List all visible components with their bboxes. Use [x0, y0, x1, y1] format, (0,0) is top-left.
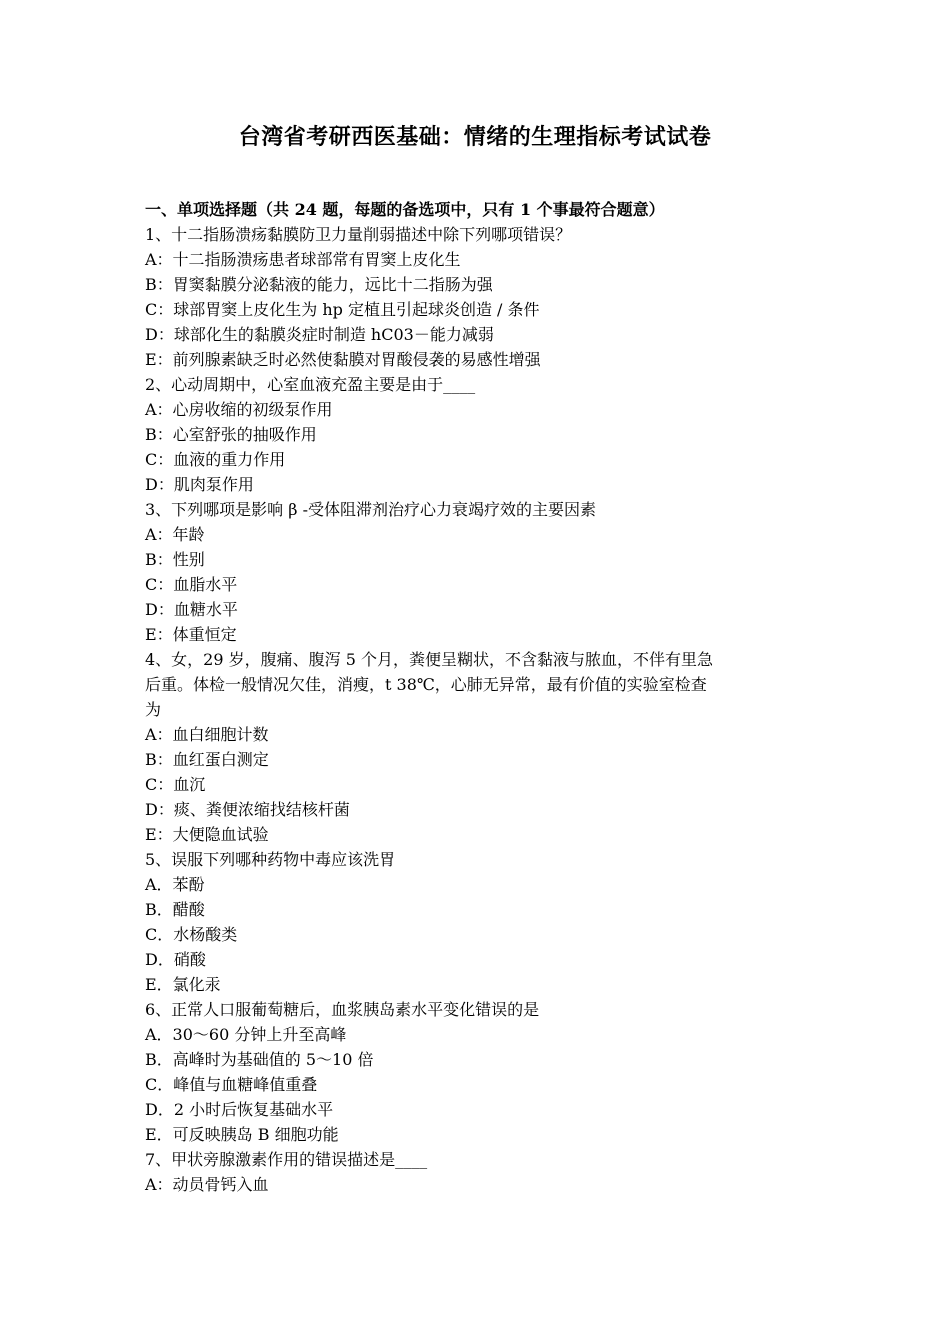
- question-stem-line-3: 为: [145, 700, 162, 719]
- option-b: B：血红蛋白测定: [145, 750, 269, 769]
- question-stem-line-2: 后重。体检一般情况欠佳，消瘦，t 38℃，心肺无异常，最有价值的实验室检查: [145, 675, 707, 694]
- option-b: B：性别: [145, 550, 205, 569]
- option-d: D：血糖水平: [145, 600, 238, 619]
- option-d: D：肌肉泵作用: [145, 475, 254, 494]
- question-3: [145, 497, 815, 647]
- question-stem: 5、误服下列哪种药物中毒应该洗胃: [145, 850, 396, 869]
- option-a: A．苯酚: [145, 875, 205, 894]
- option-e: E：前列腺素缺乏时必然使黏膜对胃酸侵袭的易感性增强: [145, 350, 541, 369]
- question-stem: 6、正常人口服葡萄糖后，血浆胰岛素水平变化错误的是: [145, 1000, 540, 1019]
- option-b: B．醋酸: [145, 900, 205, 919]
- option-c: C．峰值与血糖峰值重叠: [145, 1075, 318, 1094]
- option-a: A：十二指肠溃疡患者球部常有胃窦上皮化生: [145, 250, 461, 269]
- option-d: D：痰、粪便浓缩找结核杆菌: [145, 800, 350, 819]
- option-c: C：血脂水平: [145, 575, 238, 594]
- option-b: B．高峰时为基础值的 5～10 倍: [145, 1050, 374, 1069]
- question-stem: 1、十二指肠溃疡黏膜防卫力量削弱描述中除下列哪项错误？: [145, 225, 572, 244]
- option-a: A．30～60 分钟上升至高峰: [145, 1025, 347, 1044]
- question-1: [145, 222, 815, 372]
- option-e: E：大便隐血试验: [145, 825, 269, 844]
- question-4: [145, 647, 815, 847]
- option-a: A：年龄: [145, 525, 205, 544]
- option-d: D．硝酸: [145, 950, 206, 969]
- option-a: A：动员骨钙入血: [145, 1175, 269, 1194]
- option-e: E．可反映胰岛 B 细胞功能: [145, 1125, 339, 1144]
- option-b: B：胃窦黏膜分泌黏液的能力，远比十二指肠为强: [145, 275, 493, 294]
- option-e: E：体重恒定: [145, 625, 237, 644]
- question-stem: 2、心动周期中，心室血液充盈主要是由于____: [145, 375, 476, 394]
- option-a: A：血白细胞计数: [145, 725, 269, 744]
- document-title: 台湾省考研西医基础：情绪的生理指标考试试卷: [238, 124, 712, 150]
- question-stem: 7、甲状旁腺激素作用的错误描述是____: [145, 1150, 428, 1169]
- section-heading: 一、单项选择题（共 24 题，每题的备选项中，只有 1 个事最符合题意）: [145, 200, 665, 219]
- option-c: C：血沉: [145, 775, 206, 794]
- option-e: E．氯化汞: [145, 975, 221, 994]
- option-c: C．水杨酸类: [145, 925, 238, 944]
- question-stem-line-1: 4、女，29 岁，腹痛、腹泻 5 个月，粪便呈糊状，不含黏液与脓血，不伴有里急: [145, 650, 713, 669]
- option-d: D：球部化生的黏膜炎症时制造 hC03－能力减弱: [145, 325, 494, 344]
- option-d: D．2 小时后恢复基础水平: [145, 1100, 334, 1119]
- option-c: C：球部胃窦上皮化生为 hp 定植且引起球炎创造 / 条件: [145, 300, 540, 319]
- option-c: C：血液的重力作用: [145, 450, 286, 469]
- question-6: [145, 997, 815, 1147]
- question-2: [145, 372, 815, 497]
- option-a: A：心房收缩的初级泵作用: [145, 400, 333, 419]
- question-7: [145, 1147, 815, 1197]
- question-5: [145, 847, 815, 997]
- document-body: [145, 197, 815, 1197]
- question-stem: 3、下列哪项是影响 β -受体阻滞剂治疗心力衰竭疗效的主要因素: [145, 500, 597, 519]
- option-b: B：心室舒张的抽吸作用: [145, 425, 317, 444]
